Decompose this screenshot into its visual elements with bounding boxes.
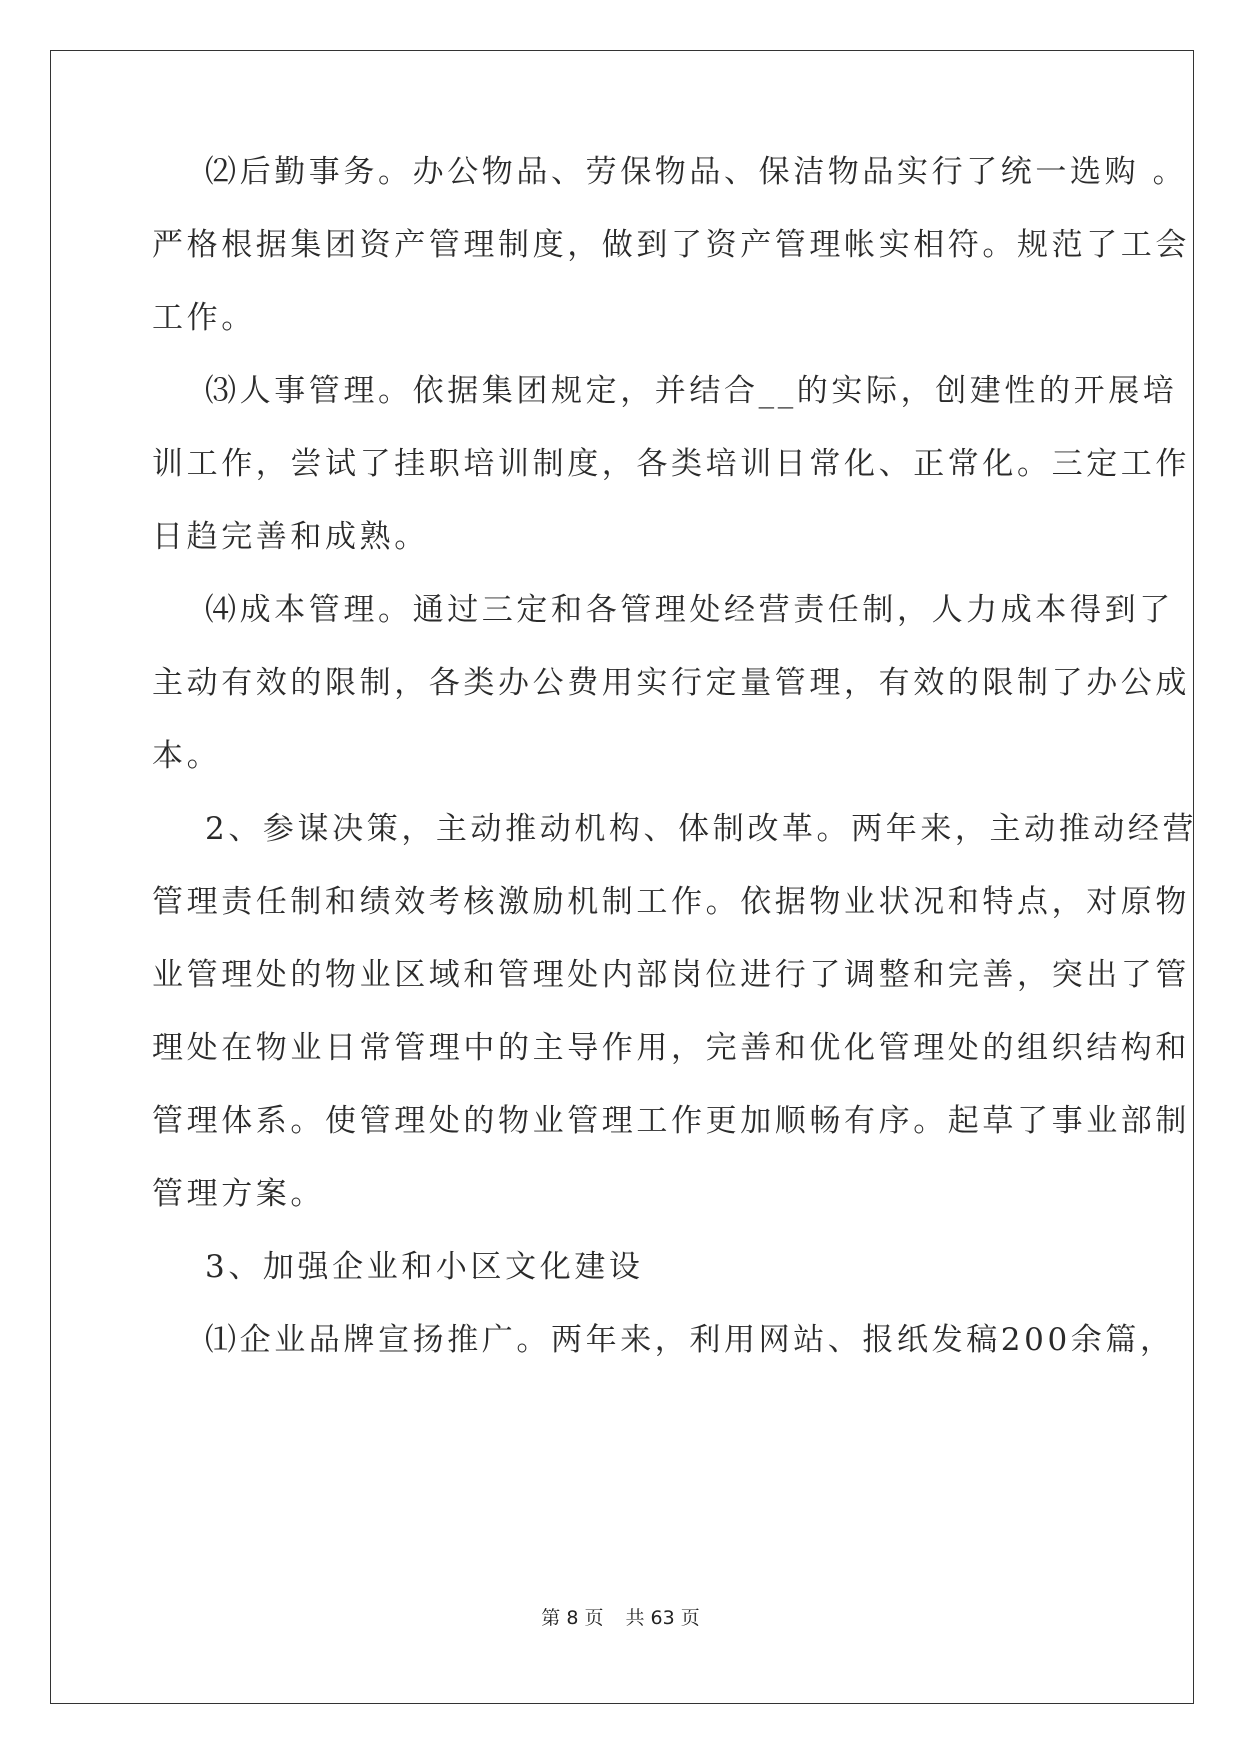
text-line: 2、参谋决策，主动推动机构、体制改革。两年来，主动推动经营: [205, 811, 1198, 847]
text-line: ⑷成本管理。通过三定和各管理处经营责任制，人力成本得到了: [205, 592, 1174, 628]
text-line: 业管理处的物业区域和管理处内部岗位进行了调整和完善，突出了管: [152, 957, 1190, 993]
page-number: 第 8 页: [541, 1607, 604, 1629]
text-line: 日趋完善和成熟。: [152, 519, 429, 555]
text-line: 本。: [152, 738, 222, 774]
page-total: 共 63 页: [625, 1607, 700, 1629]
text-line: 严格根据集团资产管理制度，做到了资产管理帐实相符。规范了工会: [152, 227, 1190, 263]
text-line: 主动有效的限制，各类办公费用实行定量管理，有效的限制了办公成: [152, 665, 1190, 701]
text-line: 理处在物业日常管理中的主导作用，完善和优化管理处的组织结构和: [152, 1030, 1190, 1066]
text-line: 管理方案。: [152, 1176, 325, 1212]
text-line: 工作。: [152, 300, 256, 336]
text-line: 训工作，尝试了挂职培训制度，各类培训日常化、正常化。三定工作: [152, 446, 1190, 482]
text-line: ⑵后勤事务。办公物品、劳保物品、保洁物品实行了统一选购 。: [205, 154, 1188, 190]
text-line: 管理责任制和绩效考核激励机制工作。依据物业状况和特点，对原物: [152, 884, 1190, 920]
text-line: ⑴企业品牌宣扬推广。两年来，利用网站、报纸发稿200余篇，: [205, 1322, 1175, 1358]
page-footer: [0, 1606, 1241, 1630]
text-line: 3、加强企业和小区文化建设: [205, 1249, 644, 1285]
text-line: ⑶人事管理。依据集团规定，并结合__的实际，创建性的开展培: [205, 373, 1178, 409]
text-line: 管理体系。使管理处的物业管理工作更加顺畅有序。起草了事业部制: [152, 1103, 1190, 1139]
